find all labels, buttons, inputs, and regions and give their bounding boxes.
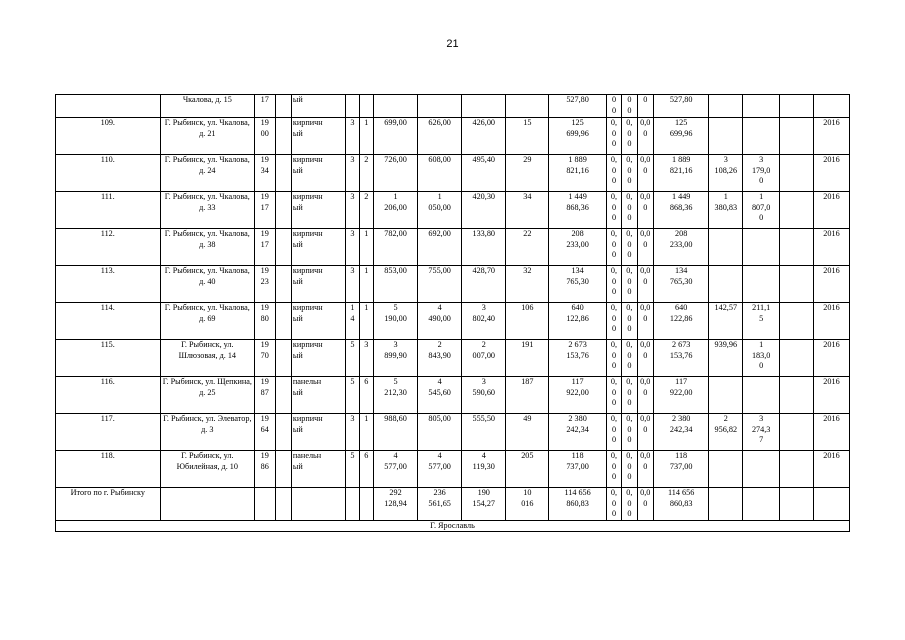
cell-area-3: 2 007,00 xyxy=(462,340,506,377)
cell-extra-3 xyxy=(780,118,814,155)
cell-address: Г. Рыбинск, ул. Чкалова, д. 21 xyxy=(160,118,254,155)
cell-floors: 5 xyxy=(346,377,359,414)
cell-floors: 5 xyxy=(346,340,359,377)
table-row xyxy=(56,155,850,192)
cell-cost-2: 117 922,00 xyxy=(653,377,708,414)
cell-material: кирпичн ый xyxy=(291,340,345,377)
cell-blank xyxy=(275,118,291,155)
cell-year-done: 2016 xyxy=(813,118,849,155)
cell-year-done: 2016 xyxy=(813,451,849,488)
cell-area: 5 212,30 xyxy=(373,377,417,414)
cell-extra-2: 3 274,3 7 xyxy=(743,414,780,451)
cell-people: 10 016 xyxy=(506,488,549,521)
cell-material: кирпичн ый xyxy=(291,229,345,266)
cell-area-3: 4 119,30 xyxy=(462,451,506,488)
cell-cost-2: 2 673 153,76 xyxy=(653,340,708,377)
cell-zero-2: 0, 0 0 xyxy=(622,414,637,451)
cell-zero-3: 0,0 0 xyxy=(637,118,653,155)
cell-blank xyxy=(275,95,291,118)
table-row xyxy=(56,340,850,377)
cell-floors xyxy=(346,95,359,118)
cell-zero-1: 0, 0 0 xyxy=(606,451,621,488)
cell-extra-3 xyxy=(780,95,814,118)
cell-zero-1: 0, 0 0 xyxy=(606,155,621,192)
cell-entrances: 2 xyxy=(359,155,373,192)
cell-cost-2: 1 449 868,36 xyxy=(653,192,708,229)
cell-extra-2 xyxy=(743,377,780,414)
cell-floors: 3 xyxy=(346,192,359,229)
cell-year: 19 64 xyxy=(255,414,276,451)
cell-cost: 117 922,00 xyxy=(549,377,606,414)
cell-address: Г. Рыбинск, ул. Элеватор, д. 3 xyxy=(160,414,254,451)
cell-area: 292 128,94 xyxy=(373,488,417,521)
cell-address: Г. Рыбинск, ул. Чкалова, д. 38 xyxy=(160,229,254,266)
cell-cost-2: 125 699,96 xyxy=(653,118,708,155)
cell-extra-2 xyxy=(743,229,780,266)
cell-area-2: 4 490,00 xyxy=(418,303,462,340)
cell-area-3: 3 590,60 xyxy=(462,377,506,414)
cell-extra-3 xyxy=(780,377,814,414)
cell-material: кирпичн ый xyxy=(291,266,345,303)
cell-address: Г. Рыбинск, ул. Шлюзовая, д. 14 xyxy=(160,340,254,377)
cell-area-3: 495,40 xyxy=(462,155,506,192)
cell-area-3: 420,30 xyxy=(462,192,506,229)
cell-blank xyxy=(275,303,291,340)
table-body xyxy=(56,95,850,532)
cell-cost-2: 640 122,86 xyxy=(653,303,708,340)
cell-blank xyxy=(275,155,291,192)
table-row xyxy=(56,229,850,266)
cell-cost-2: 118 737,00 xyxy=(653,451,708,488)
cell-address: Г. Рыбинск, ул. Юбилейная, д. 10 xyxy=(160,451,254,488)
table-row xyxy=(56,451,850,488)
cell-area-3: 3 802,40 xyxy=(462,303,506,340)
cell-extra-2: 211,1 5 xyxy=(743,303,780,340)
cell-people: 34 xyxy=(506,192,549,229)
cell-entrances xyxy=(359,95,373,118)
cell-year: 19 17 xyxy=(255,229,276,266)
cell-extra-1 xyxy=(709,488,743,521)
cell-material: кирпичн ый xyxy=(291,192,345,229)
cell-zero-2: 0, 0 0 xyxy=(622,303,637,340)
cell-floors: 3 xyxy=(346,266,359,303)
table-row-continued xyxy=(56,95,850,118)
cell-zero-2: 0, 0 0 xyxy=(622,377,637,414)
cell-total-label: Итого по г. Рыбинску xyxy=(56,488,161,521)
cell-zero-3: 0,0 0 xyxy=(637,340,653,377)
cell-extra-3 xyxy=(780,451,814,488)
cell-extra-1 xyxy=(709,451,743,488)
table-total-row xyxy=(56,488,850,521)
cell-area-3: 426,00 xyxy=(462,118,506,155)
cell-zero-1: 0, 0 0 xyxy=(606,488,621,521)
cell-entrances: 6 xyxy=(359,377,373,414)
cell-area: 4 577,00 xyxy=(373,451,417,488)
cell-zero-3: 0,0 0 xyxy=(637,229,653,266)
cell-area-2: 805,00 xyxy=(418,414,462,451)
cell-year-done: 2016 xyxy=(813,340,849,377)
cell-year-done xyxy=(813,95,849,118)
cell-area: 699,00 xyxy=(373,118,417,155)
cell-people: 106 xyxy=(506,303,549,340)
page-number: 21 xyxy=(446,38,459,50)
cell-zero-3: 0 xyxy=(637,95,653,118)
cell-area: 988,60 xyxy=(373,414,417,451)
cell-extra-1 xyxy=(709,266,743,303)
cell-number: 111. xyxy=(56,192,161,229)
cell-extra-2: 3 179,0 0 xyxy=(743,155,780,192)
cell-cost: 640 122,86 xyxy=(549,303,606,340)
cell-floors: 3 xyxy=(346,414,359,451)
cell-number: 113. xyxy=(56,266,161,303)
cell-year: 19 86 xyxy=(255,451,276,488)
cell-year: 19 34 xyxy=(255,155,276,192)
cell-extra-3 xyxy=(780,155,814,192)
cell-year: 19 17 xyxy=(255,192,276,229)
cell-address: Г. Рыбинск, ул. Чкалова, д. 33 xyxy=(160,192,254,229)
cell-cost: 134 765,30 xyxy=(549,266,606,303)
cell-area-2 xyxy=(418,95,462,118)
cell-year-done xyxy=(813,488,849,521)
cell-zero-3: 0,0 0 xyxy=(637,303,653,340)
cell-area-2: 236 561,65 xyxy=(418,488,462,521)
cell-entrances: 1 xyxy=(359,118,373,155)
cell-people: 22 xyxy=(506,229,549,266)
cell-entrances xyxy=(359,488,373,521)
cell-cost: 527,80 xyxy=(549,95,606,118)
cell-number: 114. xyxy=(56,303,161,340)
cell-zero-3: 0,0 0 xyxy=(637,451,653,488)
cell-people: 15 xyxy=(506,118,549,155)
cell-extra-3 xyxy=(780,303,814,340)
cell-year-done: 2016 xyxy=(813,192,849,229)
cell-extra-2 xyxy=(743,118,780,155)
cell-floors: 5 xyxy=(346,451,359,488)
cell-area: 782,00 xyxy=(373,229,417,266)
cell-extra-1 xyxy=(709,377,743,414)
cell-people: 205 xyxy=(506,451,549,488)
cell-zero-2: 0, 0 0 xyxy=(622,340,637,377)
cell-extra-1 xyxy=(709,118,743,155)
cell-extra-3 xyxy=(780,414,814,451)
cell-people: 49 xyxy=(506,414,549,451)
cell-zero-3: 0,0 0 xyxy=(637,414,653,451)
cell-year: 19 23 xyxy=(255,266,276,303)
cell-people xyxy=(506,95,549,118)
cell-area: 1 206,00 xyxy=(373,192,417,229)
cell-material: кирпичн ый xyxy=(291,155,345,192)
cell-blank xyxy=(275,340,291,377)
housing-table xyxy=(55,94,850,532)
table-row xyxy=(56,118,850,155)
cell-zero-1: 0, 0 0 xyxy=(606,118,621,155)
cell-extra-2 xyxy=(743,266,780,303)
cell-zero-1: 0, 0 0 xyxy=(606,377,621,414)
cell-material: ый xyxy=(291,95,345,118)
cell-floors xyxy=(346,488,359,521)
cell-address: Г. Рыбинск, ул. Щепкина, д. 25 xyxy=(160,377,254,414)
table-row xyxy=(56,303,850,340)
cell-cost-2: 114 656 860,83 xyxy=(653,488,708,521)
cell-area-2: 2 843,90 xyxy=(418,340,462,377)
cell-cost-2: 1 889 821,16 xyxy=(653,155,708,192)
cell-blank xyxy=(275,377,291,414)
cell-extra-1: 3 108,26 xyxy=(709,155,743,192)
cell-zero-1: 0, 0 0 xyxy=(606,414,621,451)
table-row xyxy=(56,192,850,229)
city-header-row xyxy=(56,520,850,531)
cell-blank xyxy=(275,229,291,266)
cell-extra-2: 1 183,0 0 xyxy=(743,340,780,377)
cell-blank xyxy=(275,414,291,451)
cell-extra-1: 939,96 xyxy=(709,340,743,377)
cell-cost: 2 673 153,76 xyxy=(549,340,606,377)
cell-number: 117. xyxy=(56,414,161,451)
cell-year-done: 2016 xyxy=(813,266,849,303)
cell-extra-3 xyxy=(780,229,814,266)
cell-year-done: 2016 xyxy=(813,303,849,340)
cell-cost-2: 2 380 242,34 xyxy=(653,414,708,451)
cell-address: Г. Рыбинск, ул. Чкалова, д. 40 xyxy=(160,266,254,303)
cell-extra-1: 142,57 xyxy=(709,303,743,340)
cell-year-done: 2016 xyxy=(813,414,849,451)
table-row xyxy=(56,377,850,414)
cell-address: Г. Рыбинск, ул. Чкалова, д. 69 xyxy=(160,303,254,340)
cell-extra-2 xyxy=(743,488,780,521)
cell-zero-2: 0, 0 0 xyxy=(622,155,637,192)
cell-material xyxy=(291,488,345,521)
cell-people: 191 xyxy=(506,340,549,377)
cell-zero-2: 0, 0 0 xyxy=(622,229,637,266)
cell-entrances: 2 xyxy=(359,192,373,229)
cell-blank xyxy=(275,192,291,229)
cell-cost-2: 208 233,00 xyxy=(653,229,708,266)
cell-area: 726,00 xyxy=(373,155,417,192)
cell-blank xyxy=(275,488,291,521)
cell-extra-2: 1 807,0 0 xyxy=(743,192,780,229)
cell-extra-1 xyxy=(709,95,743,118)
cell-area-2: 4 577,00 xyxy=(418,451,462,488)
cell-zero-2: 0, 0 0 xyxy=(622,451,637,488)
cell-area-3 xyxy=(462,95,506,118)
cell-cost: 208 233,00 xyxy=(549,229,606,266)
cell-number: 118. xyxy=(56,451,161,488)
cell-cost: 2 380 242,34 xyxy=(549,414,606,451)
cell-year: 17 xyxy=(255,95,276,118)
cell-number: 115. xyxy=(56,340,161,377)
cell-zero-1: 0, 0 0 xyxy=(606,303,621,340)
cell-entrances: 1 xyxy=(359,303,373,340)
cell-extra-3 xyxy=(780,340,814,377)
cell-floors: 3 xyxy=(346,229,359,266)
cell-year-done: 2016 xyxy=(813,377,849,414)
cell-zero-2: 0, 0 0 xyxy=(622,266,637,303)
table-row xyxy=(56,414,850,451)
table-row xyxy=(56,266,850,303)
cell-zero-1: 0, 0 0 xyxy=(606,266,621,303)
cell-number: 116. xyxy=(56,377,161,414)
cell-cost: 118 737,00 xyxy=(549,451,606,488)
cell-zero-2: 0, 0 0 xyxy=(622,192,637,229)
cell-cost: 1 449 868,36 xyxy=(549,192,606,229)
cell-zero-3: 0,0 0 xyxy=(637,377,653,414)
cell-area: 5 190,00 xyxy=(373,303,417,340)
cell-year-done: 2016 xyxy=(813,155,849,192)
cell-area-2: 1 050,00 xyxy=(418,192,462,229)
cell-zero-2: 0, 0 0 xyxy=(622,488,637,521)
cell-blank xyxy=(275,451,291,488)
cell-floors: 3 xyxy=(346,118,359,155)
cell-address: Г. Рыбинск, ул. Чкалова, д. 24 xyxy=(160,155,254,192)
cell-area-3: 133,80 xyxy=(462,229,506,266)
cell-extra-1: 2 956,82 xyxy=(709,414,743,451)
cell-cost: 125 699,96 xyxy=(549,118,606,155)
city-header: Г. Ярославль xyxy=(56,520,850,531)
cell-zero-2: 0, 0 0 xyxy=(622,118,637,155)
cell-people: 29 xyxy=(506,155,549,192)
cell-area xyxy=(373,95,417,118)
cell-floors: 1 4 xyxy=(346,303,359,340)
cell-people: 32 xyxy=(506,266,549,303)
cell-material: кирпичн ый xyxy=(291,414,345,451)
cell-area-3: 428,70 xyxy=(462,266,506,303)
cell-floors: 3 xyxy=(346,155,359,192)
cell-zero-2: 0 0 xyxy=(622,95,637,118)
cell-material: панельн ый xyxy=(291,451,345,488)
cell-extra-3 xyxy=(780,192,814,229)
cell-zero-1: 0, 0 0 xyxy=(606,340,621,377)
cell-area-3: 190 154,27 xyxy=(462,488,506,521)
cell-number: 112. xyxy=(56,229,161,266)
cell-year: 19 87 xyxy=(255,377,276,414)
cell-zero-1: 0, 0 0 xyxy=(606,229,621,266)
cell-area-2: 4 545,60 xyxy=(418,377,462,414)
cell-material: кирпичн ый xyxy=(291,303,345,340)
cell-extra-2 xyxy=(743,95,780,118)
cell-extra-3 xyxy=(780,266,814,303)
cell-material: кирпичн ый xyxy=(291,118,345,155)
cell-year-done: 2016 xyxy=(813,229,849,266)
cell-cost-2: 134 765,30 xyxy=(653,266,708,303)
cell-entrances: 1 xyxy=(359,414,373,451)
cell-address: Чкалова, д. 15 xyxy=(160,95,254,118)
cell-entrances: 6 xyxy=(359,451,373,488)
cell-number: 110. xyxy=(56,155,161,192)
cell-extra-1 xyxy=(709,229,743,266)
cell-number: 109. xyxy=(56,118,161,155)
cell-zero-3: 0,0 0 xyxy=(637,266,653,303)
cell-zero-3: 0,0 0 xyxy=(637,488,653,521)
cell-zero-1: 0 0 xyxy=(606,95,621,118)
cell-people: 187 xyxy=(506,377,549,414)
cell-area-3: 555,50 xyxy=(462,414,506,451)
cell-year xyxy=(255,488,276,521)
cell-material: панельн ый xyxy=(291,377,345,414)
cell-extra-3 xyxy=(780,488,814,521)
cell-cost-2: 527,80 xyxy=(653,95,708,118)
cell-entrances: 1 xyxy=(359,266,373,303)
cell-area: 853,00 xyxy=(373,266,417,303)
cell-zero-1: 0, 0 0 xyxy=(606,192,621,229)
cell-entrances: 1 xyxy=(359,229,373,266)
cell-year: 19 80 xyxy=(255,303,276,340)
cell-entrances: 3 xyxy=(359,340,373,377)
cell-cost: 1 889 821,16 xyxy=(549,155,606,192)
cell-blank xyxy=(275,266,291,303)
cell-number xyxy=(56,95,161,118)
cell-extra-2 xyxy=(743,451,780,488)
cell-area-2: 608,00 xyxy=(418,155,462,192)
cell-cost: 114 656 860,83 xyxy=(549,488,606,521)
cell-area-2: 626,00 xyxy=(418,118,462,155)
cell-area-2: 755,00 xyxy=(418,266,462,303)
cell-year: 19 00 xyxy=(255,118,276,155)
cell-year: 19 70 xyxy=(255,340,276,377)
cell-area: 3 899,90 xyxy=(373,340,417,377)
cell-area-2: 692,00 xyxy=(418,229,462,266)
cell-extra-1: 1 380,83 xyxy=(709,192,743,229)
cell-address xyxy=(160,488,254,521)
cell-zero-3: 0,0 0 xyxy=(637,155,653,192)
cell-zero-3: 0,0 0 xyxy=(637,192,653,229)
